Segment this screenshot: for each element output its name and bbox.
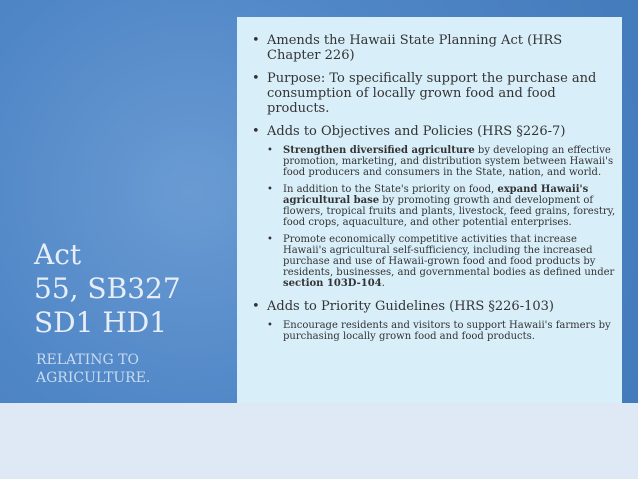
sub-text-pre: In addition to the State's priority on food,	[283, 184, 498, 195]
bottom-band	[0, 403, 638, 479]
sub-bold: Strengthen diversified agriculture	[283, 145, 475, 156]
bullet-dot: •	[252, 299, 260, 314]
sub-bullet-diversified	[264, 145, 616, 178]
sub-text: by developing an effective promotion, marketing, and distribution system between Hawaii's food producers and consumers in the State, nation, and world.	[283, 145, 614, 178]
bullet-dot: •	[252, 71, 260, 86]
bullet-dot: •	[267, 184, 273, 195]
bullet-objectives	[248, 124, 616, 139]
bullet-dot: •	[267, 145, 273, 156]
sub-bold: expand Hawaii's agricultural base	[283, 184, 589, 206]
bullet-purpose	[248, 71, 616, 116]
sub-text: by promoting growth and development of flowers, tropical fruits and plants, livestock, feed grains, forestry, food crops, aquaculture, and other potential enterprises.	[283, 195, 616, 228]
priority-sublist	[248, 320, 616, 342]
bullet-dot: •	[252, 33, 260, 48]
slide-title	[34, 238, 224, 340]
subtitle-line-1: RELATING TO	[36, 352, 139, 368]
title-line-1: Act	[34, 238, 82, 271]
title-line-2: 55, SB327	[34, 272, 181, 305]
bullet-text: Purpose: To specifically support the purchase and consumption of locally grown food and food products.	[267, 71, 597, 116]
sub-text: .	[381, 278, 385, 289]
bullet-dot: •	[252, 124, 260, 139]
bullet-text: Amends the Hawaii State Planning Act (HRS Chapter 226)	[267, 33, 563, 63]
bullet-text: Adds to Objectives and Policies (HRS §226-7)	[267, 124, 566, 139]
sub-bullet-expand	[264, 184, 616, 228]
sub-bullet-promote	[264, 234, 616, 289]
subtitle-line-2: AGRICULTURE.	[36, 370, 151, 386]
sub-text: Encourage residents and visitors to support Hawaii's farmers by purchasing locally grown food and food products.	[283, 320, 611, 342]
sub-bold: section 103D-104	[283, 278, 382, 289]
bullet-text: Adds to Priority Guidelines (HRS §226-103)	[267, 299, 554, 314]
objectives-sublist	[248, 145, 616, 289]
bullet-priority	[248, 299, 616, 314]
title-line-3: SD1 HD1	[34, 306, 168, 339]
bullet-amends	[248, 33, 616, 63]
sub-text-pre: Promote economically competitive activities that increase Hawaii's agricultural self-sufficiency, including the increased purchase and use of Hawaii-grown food and food products by residents, businesses, and governmental bodies as defined under	[283, 234, 615, 278]
slide-subtitle	[36, 351, 196, 387]
bullet-list	[248, 33, 616, 352]
sub-bullet-encourage	[264, 320, 616, 342]
bullet-dot: •	[267, 320, 273, 331]
bullet-dot: •	[267, 234, 273, 245]
